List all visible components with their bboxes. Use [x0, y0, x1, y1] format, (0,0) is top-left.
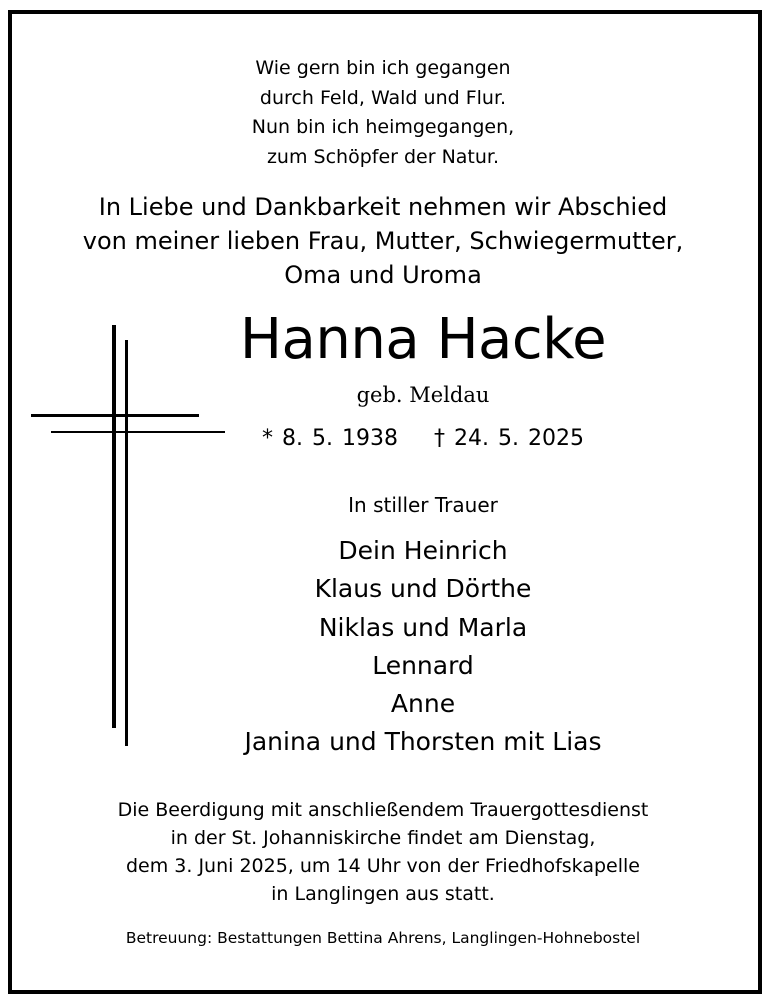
service-line: dem 3. Juni 2025, um 14 Uhr von der Friedhofskapelle: [125, 855, 640, 877]
poem-line: zum Schöpfer der Natur.: [266, 145, 500, 168]
maiden-name: geb. Meldau: [356, 383, 490, 407]
family-member: Niklas und Marla: [318, 612, 528, 642]
family-member: Dein Heinrich: [338, 536, 508, 565]
funeral-home-credit: Betreuung: Bestattungen Bettina Ahrens, Langlingen-Hohnebostel: [125, 929, 641, 947]
cross-beam: [31, 414, 199, 417]
service-line: in Langlingen aus statt.: [271, 883, 495, 905]
poem-line: durch Feld, Wald und Flur.: [259, 86, 507, 109]
poem-line: Nun bin ich heimgegangen,: [251, 116, 515, 138]
poem-line: Wie gern bin ich gegangen: [255, 57, 511, 79]
farewell-intro: [0, 190, 766, 292]
service-line: in der St. Johanniskirche findet am Dienstag,: [170, 827, 596, 849]
deceased-name: Hanna Hacke: [239, 307, 607, 372]
intro-line: Oma und Uroma: [284, 261, 482, 289]
death-date: † 24. 5. 2025: [434, 426, 584, 451]
family-member: Lennard: [372, 650, 474, 680]
life-dates: [40, 422, 766, 456]
intro-line: In Liebe und Dankbarkeit nehmen wir Abschied: [98, 193, 668, 221]
mourning-heading: In stiller Trauer: [348, 493, 498, 517]
funeral-service-info: [0, 796, 766, 908]
birth-date: * 8. 5. 1938: [262, 426, 398, 451]
family-list: [40, 532, 766, 762]
family-member: Klaus und Dörthe: [314, 574, 532, 604]
family-member: Anne: [390, 689, 456, 719]
poem: [0, 54, 766, 172]
service-line: Die Beerdigung mit anschließendem Trauergottesdienst: [117, 799, 649, 821]
family-member: Janina und Thorsten mit Lias: [244, 727, 602, 757]
intro-line: von meiner lieben Frau, Mutter, Schwiegermutter,: [82, 227, 684, 255]
